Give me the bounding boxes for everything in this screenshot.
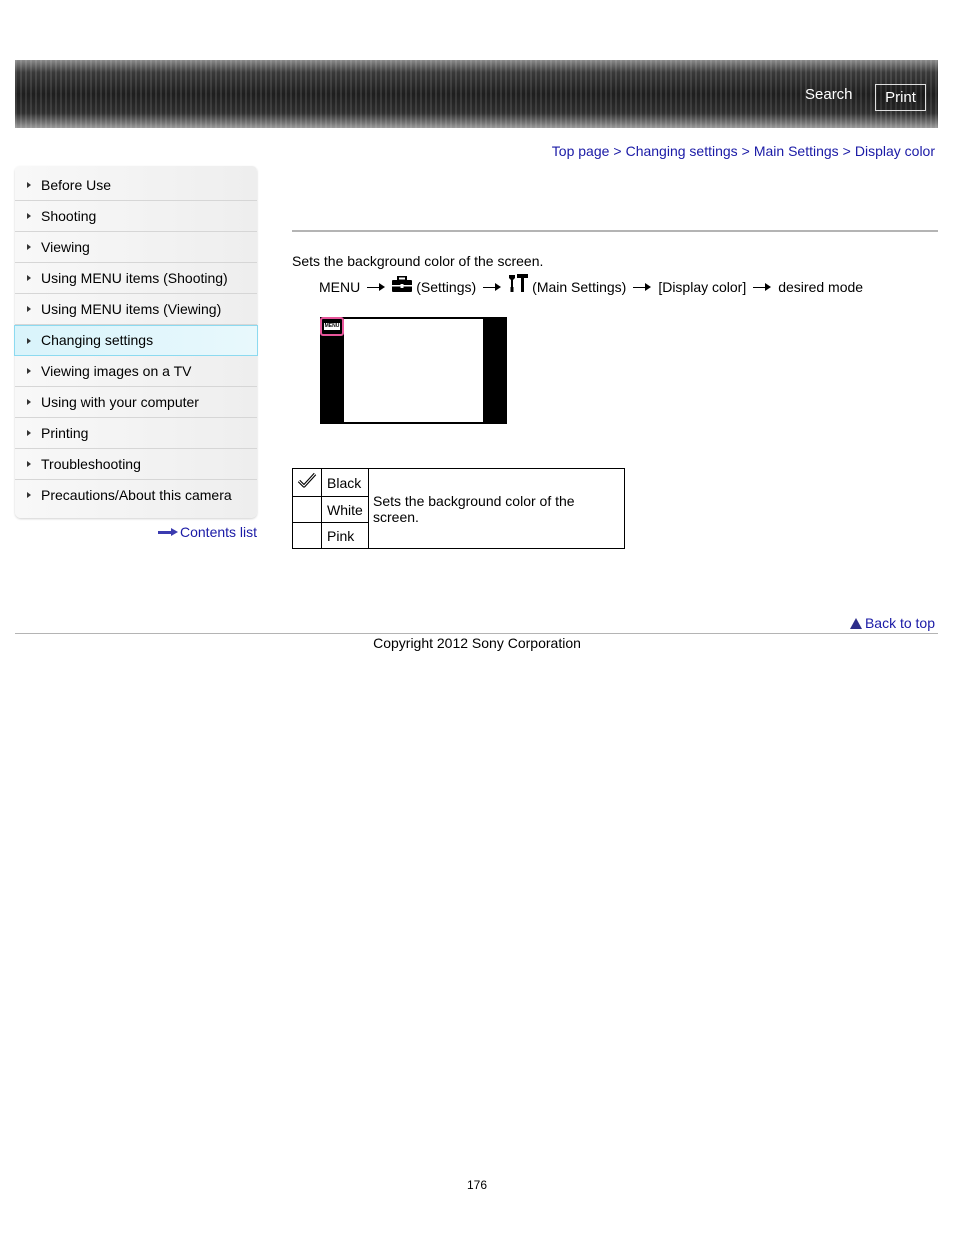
- arrow-right-icon: [158, 528, 178, 538]
- search-link[interactable]: Search: [805, 86, 853, 103]
- wrench-screwdriver-icon: [508, 274, 528, 292]
- back-to-top-link[interactable]: [850, 615, 935, 631]
- checkmark-icon: [297, 472, 317, 490]
- sidebar-item-label: Precautions/About this camera: [41, 487, 232, 503]
- arrow-right-icon: [27, 213, 31, 219]
- contents-list-link[interactable]: [158, 524, 257, 540]
- sidebar-item-before-use[interactable]: [15, 170, 257, 201]
- breadcrumb: [552, 143, 935, 159]
- breadcrumb-separator: >: [613, 143, 622, 159]
- sidebar-item-precautions[interactable]: [15, 480, 257, 510]
- toolbox-icon: [392, 276, 412, 292]
- arrow-right-icon: [633, 283, 651, 291]
- sidebar-item-label: Viewing images on a TV: [41, 363, 192, 379]
- path-display-color: [Display color]: [658, 279, 747, 295]
- copyright-text: Copyright 2012 Sony Corporation: [373, 635, 581, 651]
- sidebar-item-label: Printing: [41, 425, 89, 441]
- screen-display-area: [344, 319, 483, 422]
- default-marker-cell: [293, 523, 322, 549]
- sidebar-item-menu-viewing[interactable]: [15, 294, 257, 325]
- sidebar-item-label: Using MENU items (Viewing): [41, 301, 222, 317]
- sidebar-item-label: Using MENU items (Shooting): [41, 270, 228, 286]
- option-name: White: [322, 497, 369, 523]
- path-main-settings: (Main Settings): [532, 279, 627, 295]
- options-table: [292, 468, 625, 549]
- arrow-right-icon: [27, 306, 31, 312]
- sidebar-item-computer[interactable]: [15, 387, 257, 418]
- sidebar-item-changing-settings[interactable]: [14, 325, 258, 356]
- arrow-right-icon: [27, 338, 31, 344]
- default-marker-cell: [293, 497, 322, 523]
- option-name: Pink: [322, 523, 369, 549]
- contents-list-label: Contents list: [180, 524, 258, 540]
- arrow-right-icon: [483, 283, 501, 291]
- arrow-right-icon: [27, 492, 31, 498]
- option-name: Black: [322, 469, 369, 497]
- arrow-up-icon: [850, 618, 862, 629]
- table-row: [293, 469, 625, 497]
- arrow-right-icon: [27, 275, 31, 281]
- menu-button-highlight: [320, 317, 344, 336]
- default-marker-cell: [293, 469, 322, 497]
- arrow-right-icon: [367, 283, 385, 291]
- arrow-right-icon: [27, 368, 31, 374]
- breadcrumb-display-color[interactable]: Display color: [854, 143, 935, 159]
- sidebar-item-menu-shooting[interactable]: [15, 263, 257, 294]
- arrow-right-icon: [753, 283, 771, 291]
- sidebar-item-label: Viewing: [41, 239, 90, 255]
- sidebar-item-printing[interactable]: [15, 418, 257, 449]
- sidebar-item-label: Shooting: [41, 208, 97, 224]
- path-menu: MENU: [319, 279, 361, 295]
- arrow-right-icon: [27, 461, 31, 467]
- print-button[interactable]: Print: [875, 84, 926, 111]
- path-settings: (Settings): [416, 279, 477, 295]
- screen-illustration: [320, 317, 507, 424]
- breadcrumb-top-page[interactable]: Top page: [551, 143, 610, 159]
- breadcrumb-separator: >: [842, 143, 851, 159]
- sidebar-item-troubleshooting[interactable]: [15, 449, 257, 480]
- sidebar-item-label: Using with your computer: [41, 394, 199, 410]
- arrow-right-icon: [27, 430, 31, 436]
- footer-divider: [15, 633, 938, 634]
- title-divider: [292, 230, 938, 232]
- page-number: 176: [466, 1178, 488, 1192]
- arrow-right-icon: [27, 244, 31, 250]
- path-desired-mode: desired mode: [778, 279, 864, 295]
- sidebar-nav: [15, 166, 257, 518]
- sidebar-item-tv[interactable]: [15, 356, 257, 387]
- sidebar-item-label: Changing settings: [41, 332, 154, 348]
- header-bar: [15, 60, 938, 128]
- menu-path: [319, 276, 863, 298]
- arrow-right-icon: [27, 399, 31, 405]
- sidebar-item-shooting[interactable]: [15, 201, 257, 232]
- sidebar-item-label: Before Use: [41, 177, 112, 193]
- breadcrumb-main-settings[interactable]: Main Settings: [753, 143, 839, 159]
- arrow-right-icon: [27, 182, 31, 188]
- breadcrumb-separator: >: [741, 143, 750, 159]
- menu-key-label: MENU: [324, 323, 340, 329]
- page-description: Sets the background color of the screen.: [292, 253, 544, 269]
- back-to-top-label: Back to top: [864, 615, 935, 631]
- sidebar-item-label: Troubleshooting: [41, 456, 141, 472]
- breadcrumb-changing-settings[interactable]: Changing settings: [625, 143, 738, 159]
- sidebar-item-viewing[interactable]: [15, 232, 257, 263]
- option-note: Sets the background color of the screen.: [369, 469, 625, 549]
